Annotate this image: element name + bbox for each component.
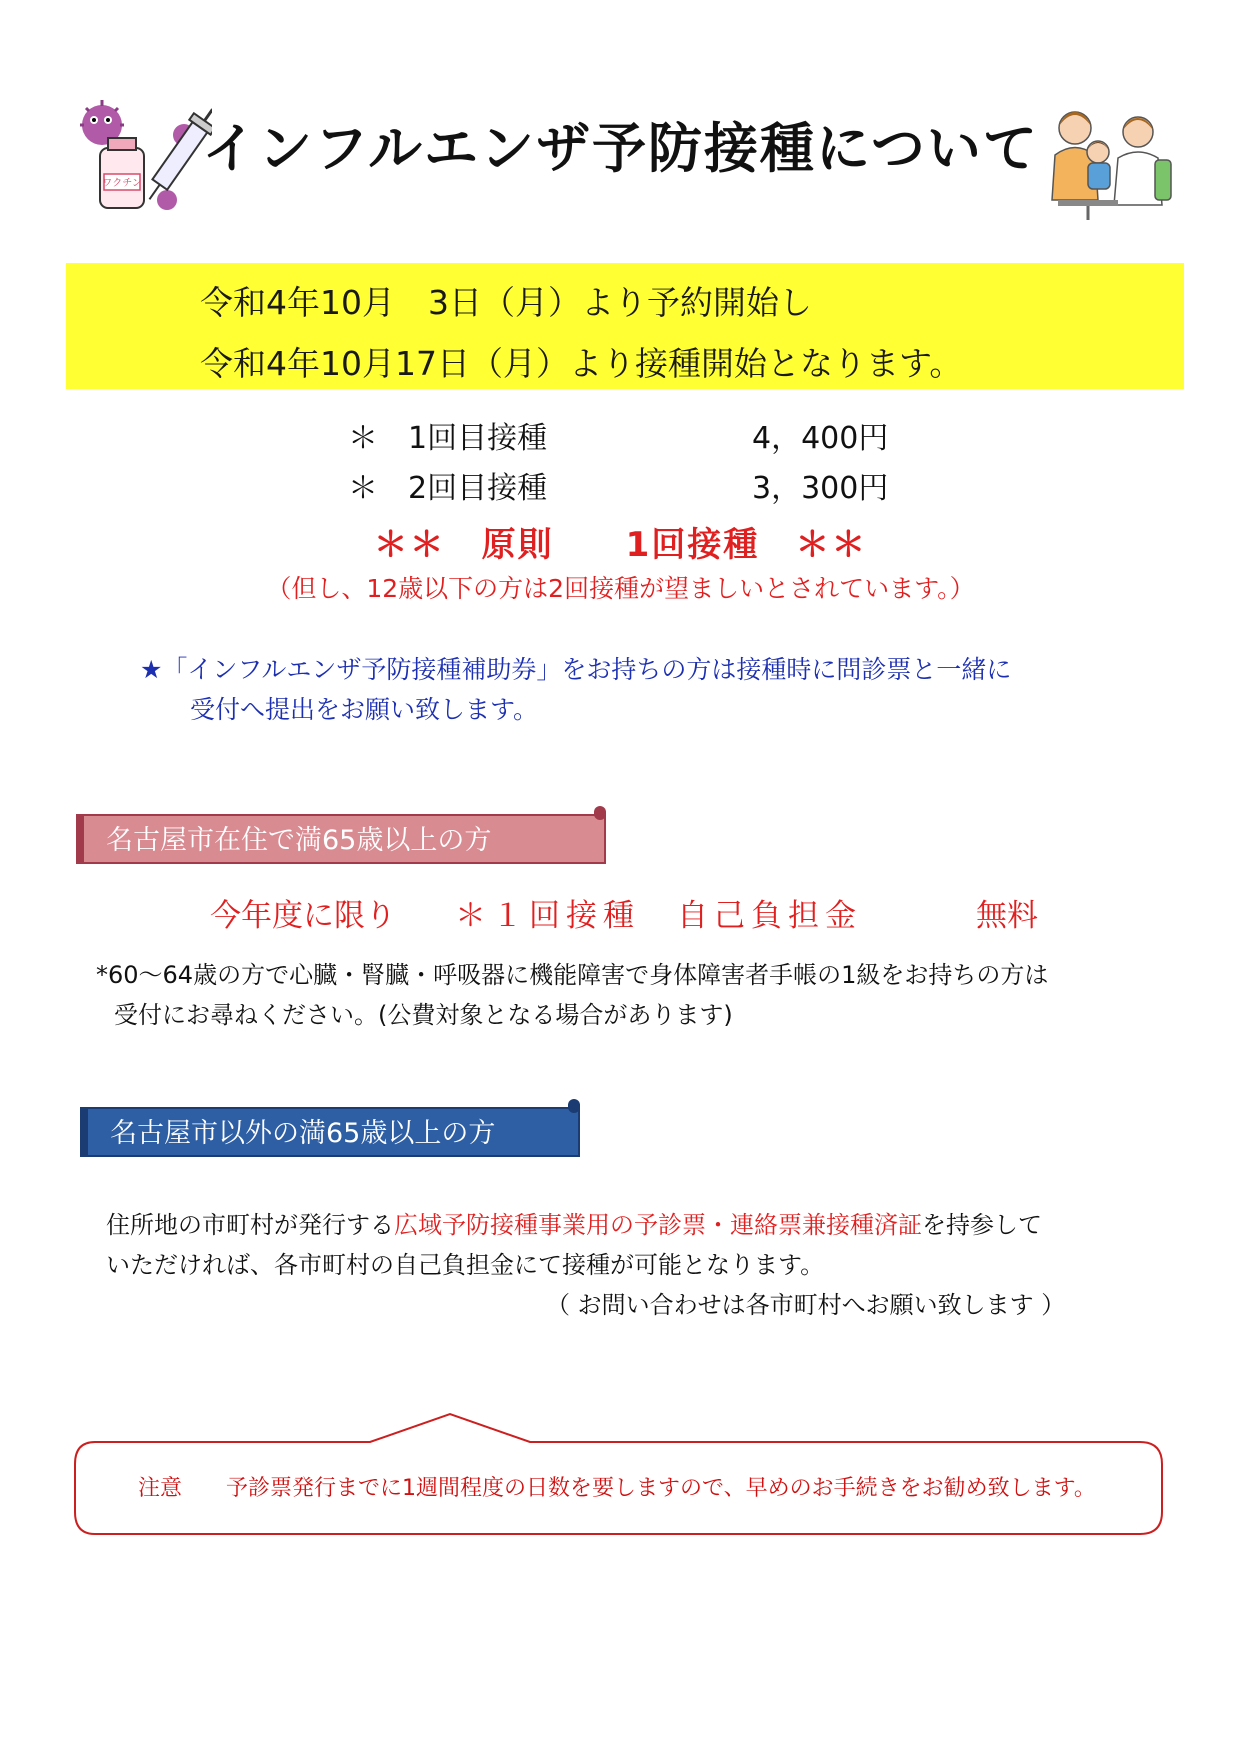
- outside-line2: いただければ、各市町村の自己負担金にて接種が可能となります。: [106, 1251, 825, 1279]
- outside-line1: 住所地の市町村が発行する広域予防接種事業用の予診票・連絡票兼接種済証を持参して: [106, 1211, 1042, 1239]
- page-title: インフルエンザ予防接種について: [202, 117, 1039, 180]
- doctor-mother-child-vaccination-icon: [1040, 100, 1180, 225]
- banner-curl: [594, 806, 606, 820]
- required-documents-text: 広域予防接種事業用の予診票・連絡票兼接種済証: [394, 1211, 922, 1239]
- nagoya-section-banner: 名古屋市在住で満65歳以上の方: [76, 814, 606, 864]
- inquiry-note: （ お問い合わせは各市町村へお願い致します ）: [546, 1291, 1066, 1319]
- svg-text:ワクチン: ワクチン: [102, 178, 142, 189]
- banner-curl: [568, 1099, 580, 1113]
- caution-message: 予診票発行までに1週間程度の日数を要しますので、早めのお手続きをお勧め致します。: [226, 1476, 1096, 1501]
- self-pay-label: ＊１回接種 自己負担金: [455, 898, 862, 934]
- reservation-start-text: 令和4年10月 3日（月）より予約開始し: [200, 283, 812, 322]
- fee-label-first: ＊ 1回目接種: [348, 421, 548, 456]
- subsidy-note: [140, 650, 1011, 730]
- disability-note: [96, 955, 1166, 1035]
- subsidy-note-line1: ★「インフルエンザ予防接種補助券」をお持ちの方は接種時に問診票と一緒に: [140, 655, 1012, 684]
- this-year-only-text: 今年度に限り: [210, 898, 396, 934]
- free-label: 無料: [976, 898, 1038, 934]
- fee-price-second: 3，300円: [752, 471, 889, 506]
- disability-note-line2: 受付にお尋ねください。(公費対象となる場合があります): [114, 1001, 733, 1029]
- fee-label-second: ＊ 2回目接種: [348, 471, 548, 506]
- outside-nagoya-section-banner: 名古屋市以外の満65歳以上の方: [80, 1107, 580, 1157]
- outside-nagoya-paragraph: [106, 1205, 1166, 1325]
- under12-note: （但し、12歳以下の方は2回接種が望ましいとされています。）: [266, 574, 975, 603]
- fee-price-first: 4，400円: [752, 421, 889, 456]
- caution-text: [138, 1471, 1096, 1502]
- principle-text: ＊＊ 原則 1回接種 ＊＊: [373, 525, 868, 565]
- caution-label: 注意: [138, 1476, 183, 1501]
- vaccination-start-text: 令和4年10月17日（月）より接種開始となります。: [200, 344, 963, 383]
- subsidy-note-line2: 受付へ提出をお願い致します。: [190, 695, 539, 724]
- disability-note-line1: *60～64歳の方で心臓・腎臓・呼吸器に機能障害で身体障害者手帳の1級をお持ちの方は: [96, 961, 1049, 989]
